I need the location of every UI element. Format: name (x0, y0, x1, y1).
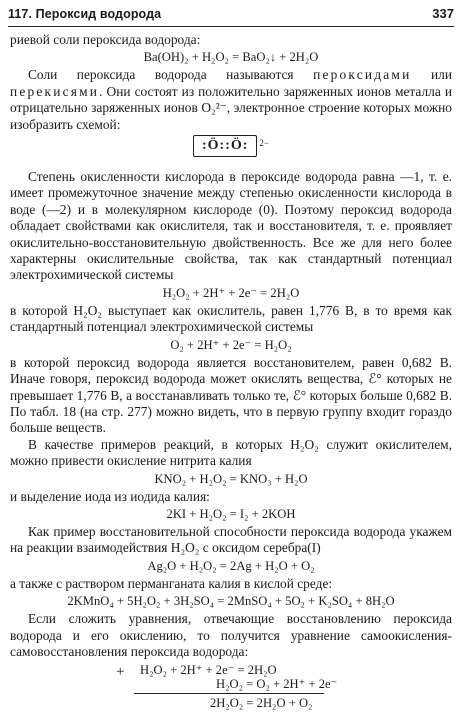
paragraph (10, 67, 452, 133)
lewis-structure (10, 135, 452, 165)
lewis-formula: :Ö::Ö: (201, 138, 249, 154)
equation: Ba(OH)₂ + H₂O₂ = BaO₂↓ + 2H₂O (143, 50, 319, 65)
equation: 2KMnO₄ + 5H₂O₂ + 3H₂SO₄ = 2MnSO₄ + 5O₂ + K₂SO₄ + 8H₂O (67, 594, 395, 609)
paragraph: а также с раствором перманганата калия в кислой среде: (10, 575, 333, 591)
paragraph: риевой соли пероксида водорода: (10, 32, 201, 47)
running-header (8, 4, 454, 27)
equation-result: 2H₂O₂ = 2H₂O + O₂ (210, 696, 313, 711)
page-body (10, 32, 452, 716)
page-number: 337 (432, 6, 454, 21)
text-run: Соли пероксида водорода называются (28, 67, 314, 83)
ion-charge: 2− (259, 138, 269, 149)
paragraph: в которой H₂O₂ выступает как окислитель, равен 1,776 В, в то время как стандартный потенциал электрохимической системы (10, 302, 452, 335)
paragraph: в которой пероксид водорода является восстановителем, равен 0,682 В. Иначе говоря, пероксид водорода может окислять вещества, ℰ° которых не превышает 1,776 В, а восстанавливать только те, ℰ° которых больше 0,682 В. По табл. 18 (на стр. 277) можно видеть, что в первую группу входит гораздо больше веществ. (10, 354, 452, 436)
paragraph: Если сложить уравнения, отвечающие восстановлению пероксида водорода и его окислению, то получится уравнение самоокисления-самовосстановления пероксида водорода: (10, 611, 452, 659)
equation: 2KI + H₂O₂ = I₂ + 2KOH (166, 506, 296, 521)
equation-sum (10, 662, 452, 714)
equation: KNO₂ + H₂O₂ = KNO₃ + H₂O (154, 471, 308, 486)
paragraph: Как пример восстановительной способности пероксида водорода укажем на реакции взаимодействия H₂O₂ с оксидом серебра(I) (10, 523, 452, 556)
equation: O₂ + 2H⁺ + 2e⁻ = H₂O₂ (170, 337, 292, 352)
paragraph: В качестве примеров реакций, в которых H₂O₂ служит окислителем, можно привести окисление нитрита калия (10, 436, 452, 469)
paragraph: и выделение иода из иодида калия: (10, 488, 210, 504)
plus-sign: + (116, 664, 125, 681)
sum-rule (134, 693, 324, 694)
lewis-bracket (193, 135, 257, 157)
paragraph: Степень окисленности кислорода в пероксиде водорода равна —1, т. е. имеет промежуточное значение между степенью окисленности кислорода в воде (—2) и в молекулярном кислороде (0). Поэтому пероксид водорода обладает свойствами как окислителя, так и восстановителя, т. е. проявляет окислительно-восстановительную двойственность. Все же для него более характерны окислительные свойства, так как стандартный потенциал электрохимической системы (10, 169, 452, 283)
equation-line: H₂O₂ + 2H⁺ + 2e⁻ = 2H₂O (140, 663, 277, 678)
spaced-term: пероксидами (313, 67, 412, 83)
equation: H₂O₂ + 2H⁺ + 2e⁻ = 2H₂O (162, 285, 300, 300)
equation-line: H₂O₂ = O₂ + 2H⁺ + 2e⁻ (216, 677, 338, 692)
spaced-term: перекисями (10, 83, 100, 99)
equation: Ag₂O + H₂O₂ = 2Ag + H₂O + O₂ (147, 558, 315, 573)
section-title: 117. Пероксид водорода (8, 7, 162, 21)
text-run: . Они состоят из положительно заряженных ионов металла и отрицательно заряженных ионов O₂²⁻, электронное строение которых можно изобразить схемой: (10, 83, 452, 132)
text-run: или (411, 67, 452, 83)
